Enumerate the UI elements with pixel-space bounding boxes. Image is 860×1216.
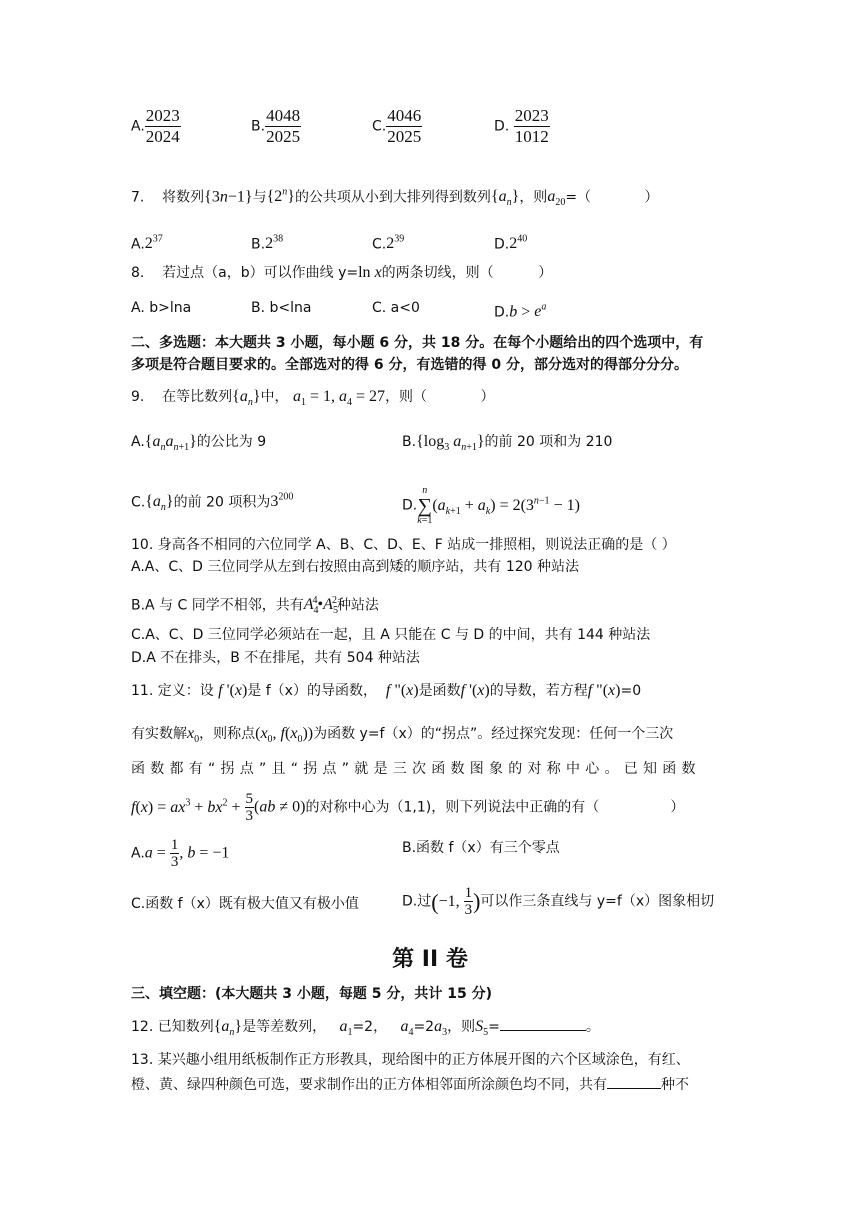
q7-option-a <box>131 230 163 254</box>
text: 是函数 <box>418 683 461 699</box>
option-label: B. <box>251 236 266 253</box>
section-2-line-1: 二、多选题：本大题共 3 小题，每小题 6 分，共 18 分。在每个小题给出的四个选项中，有 <box>131 335 704 351</box>
option-label: D. <box>494 304 510 321</box>
formula: f '(x) <box>218 682 248 699</box>
text: 是等差数列， <box>242 1019 327 1035</box>
formula: $2^{38}$ <box>265 234 284 253</box>
fraction <box>145 106 181 147</box>
q9-option-c <box>131 488 293 519</box>
q11-line-3: 函 数 都 有 “ 拐 点 ” 且 “ 拐 点 ” 就 是 三 次 函 数 图 象 的 对 称 中 心 。 已 知 函 数 <box>131 761 696 777</box>
q7-option-c <box>372 230 404 254</box>
question-number: 7. <box>131 189 145 206</box>
text: ，则（ <box>385 389 428 405</box>
q8-option-a: A. b>lna <box>131 300 192 316</box>
numerator: 2023 <box>514 106 549 125</box>
q8-option-b: B. b<lna <box>251 300 312 316</box>
option-label: C. <box>372 118 387 135</box>
fraction <box>265 106 301 147</box>
q8-option-d <box>494 298 546 322</box>
fraction: $\frac{1}{3}$ <box>464 885 473 918</box>
text: =2， <box>352 1019 388 1035</box>
q13-line-2 <box>131 1074 689 1095</box>
text: 的公共项从小到大排列得到数列 <box>294 189 491 206</box>
text: 中， <box>260 389 289 405</box>
q8-option-c: C. a<0 <box>372 300 420 316</box>
text: 12. 已知数列 <box>131 1019 214 1035</box>
formula: $2^{39}$ <box>386 234 405 253</box>
numerator: 4046 <box>387 106 422 125</box>
option-label: B. <box>251 118 266 135</box>
formula: b <box>509 303 518 321</box>
exponent: 37 <box>152 234 163 245</box>
text: ，则 <box>447 1019 476 1035</box>
q9-option-b <box>402 432 612 458</box>
formula: ) <box>473 888 481 914</box>
formula: $3^{200}$ <box>270 492 294 511</box>
q7-stem <box>131 183 658 214</box>
formula: $a_{20}$ <box>547 188 566 209</box>
exponent: 200 <box>278 492 294 503</box>
q11-line-4 <box>131 791 684 824</box>
formula: (ab ≠ 0) <box>254 798 306 816</box>
q11-option-c: C.函数 f（x）既有极大值又有极小值 <box>131 896 359 912</box>
question-number: 8. <box>131 265 145 281</box>
q11-option-b: B.函数 f（x）有三个零点 <box>402 840 560 856</box>
formula: $2^{37}$ <box>144 234 163 253</box>
text: 有实数解 <box>131 726 187 742</box>
part-2-title: 第 II 卷 <box>392 947 468 972</box>
formula: $\{a_n\}$ <box>213 1018 243 1039</box>
option-label: A. <box>131 236 145 253</box>
answer-blank[interactable] <box>500 1016 586 1031</box>
formula: > <box>517 303 535 321</box>
q7-option-d <box>494 230 527 254</box>
fraction: $\frac{5}{3}$ <box>245 791 254 824</box>
formula: {2$^n$} <box>266 187 295 206</box>
option-label: C. <box>131 494 146 511</box>
q10-option-b <box>131 591 379 622</box>
text: ） <box>670 799 685 816</box>
denominator: 2024 <box>145 127 180 146</box>
text: ，则称点 <box>199 726 256 742</box>
text: 种站法 <box>336 597 379 614</box>
text: =（ <box>565 189 592 206</box>
text: 。 <box>585 1019 600 1035</box>
text: =2 <box>413 1019 435 1035</box>
formula: $A_4^4•A_5^2$ <box>303 595 338 617</box>
denominator: 1012 <box>514 127 549 146</box>
q11-option-a <box>131 837 229 870</box>
question-number: 9. <box>131 389 145 405</box>
text: 的导数，若方程 <box>489 683 588 699</box>
formula: $\{a_n\}$ <box>145 493 174 514</box>
formula: f "(x) <box>587 682 621 699</box>
text: 是 f（x）的导函数， <box>247 683 377 699</box>
option-label: A. <box>131 118 145 135</box>
section-2-line-2: 多项是符合题目要求的。全部选对的得 6 分，有选错的得 0 分，部分选对的得部分分分。 <box>131 357 688 373</box>
formula: $x_0$ <box>187 725 200 746</box>
formula: $a_1$ <box>339 1018 353 1039</box>
formula: ($x_0$, $f(x_0)$) <box>255 725 314 746</box>
q11-line-2 <box>131 724 673 750</box>
text: 的对称中心为（1,1)，则下列说法中正确的有（ <box>305 799 600 816</box>
text: 为函数 y=f（x）的“拐点”。经过探究发现：任何一个三次 <box>313 726 674 742</box>
text: = <box>488 1019 500 1035</box>
q13-line-1: 13. 某兴趣小组用纸板制作正方形教具，现给图中的正方体展开图的六个区域涂色，有红、 <box>131 1052 690 1068</box>
text: ） <box>480 389 495 405</box>
option-label: D. <box>494 236 510 253</box>
formula: $\{a_na_{n+1}\}$ <box>144 433 197 454</box>
option-label: A. <box>131 845 145 862</box>
formula: {$\log_3$ $a_{n+1}$} <box>416 433 485 454</box>
denominator: 2025 <box>266 127 301 146</box>
text: 的前 20 项和为 210 <box>484 434 613 450</box>
option-label: D. <box>402 497 418 514</box>
q8-stem <box>131 263 552 283</box>
formula: , b = −1 <box>179 844 230 862</box>
text: 11. 定义：设 <box>131 683 214 699</box>
formula: f '(x) <box>460 682 490 699</box>
formula: $\{a_n\}$ <box>232 388 261 409</box>
text: 在等比数列 <box>162 389 233 405</box>
q11-line-1 <box>131 681 641 701</box>
formula: $a_3$ <box>434 1018 448 1039</box>
q6-option-c <box>372 106 422 147</box>
option-label: D.过 <box>402 893 432 910</box>
text: 可以作三条直线与 y=f（x）图象相切 <box>480 893 715 910</box>
text: 的前 20 项积为 <box>173 494 271 511</box>
option-label: D. <box>494 118 510 135</box>
option-label: B. <box>402 434 417 450</box>
text: 若过点（a，b）可以作曲线 y= <box>162 265 359 281</box>
q7-option-b <box>251 230 283 254</box>
formula: $a_1 = 1$, $a_4 = 27$ <box>293 388 386 409</box>
denominator: 2025 <box>387 127 422 146</box>
fraction: $\frac{1}{3}$ <box>170 837 179 870</box>
q9-stem <box>131 387 494 413</box>
text: 橙、黄、绿四种颜色可选，要求制作出的正方体相邻面所涂颜色均不同，共有 <box>131 1077 607 1093</box>
formula: $e^a$ <box>534 302 547 321</box>
formula: $\{a_n\}$ <box>490 188 520 209</box>
formula: $a_4$ <box>400 1018 414 1039</box>
text: =0 <box>620 683 642 699</box>
q10-stem: 10. 身高各不相同的六位同学 A、B、C、D、E、F 站成一排照相，则说法正确的是（ ） <box>131 537 676 553</box>
formula: ln x <box>358 264 382 281</box>
text: 的两条切线，则（ <box>381 265 494 281</box>
formula: n ∑ $k=1(a_{k+1} + a_k) = 2(3^{n-1} - 1)$ <box>417 485 580 526</box>
q12-stem <box>131 1016 600 1043</box>
fraction <box>386 106 422 147</box>
formula: $S_5$ <box>475 1018 489 1039</box>
formula: $2^{40}$ <box>509 234 528 253</box>
q6-option-b <box>251 106 301 147</box>
formula: {3n−1} <box>204 188 253 206</box>
q6-option-a <box>131 106 181 147</box>
text: ） <box>644 189 659 206</box>
text: ） <box>538 265 553 281</box>
q10-option-a: A.A、C、D 三位同学从左到右按照由高到矮的顺序站，共有 120 种站法 <box>131 559 579 575</box>
numerator: 4048 <box>266 106 301 125</box>
formula: = <box>152 844 170 862</box>
q9-option-a <box>131 432 266 458</box>
q9-option-d <box>402 486 580 526</box>
formula: a <box>144 844 153 862</box>
text: 与 <box>252 189 267 206</box>
q10-option-d: D.A 不在排头，B 不在排尾，共有 504 种站法 <box>131 650 420 666</box>
q10-option-c: C.A、C、D 三位同学必须站在一起，且 A 只能在 C 与 D 的中间，共有 144 种站法 <box>131 627 651 643</box>
answer-blank[interactable] <box>607 1074 661 1089</box>
text: ，则 <box>519 189 548 206</box>
option-label: A. <box>131 434 145 450</box>
text: B.A 与 C 同学不相邻，共有 <box>131 597 304 614</box>
text: 将数列 <box>162 189 205 206</box>
text: 种不 <box>661 1077 689 1093</box>
formula: f "(x) <box>385 682 419 699</box>
option-label: C. <box>372 236 387 253</box>
numerator: 2023 <box>145 106 180 125</box>
exponent: 39 <box>394 234 405 245</box>
section-3-heading: 三、填空题：(本大题共 3 小题，每题 5 分，共计 15 分) <box>131 986 493 1002</box>
q6-option-d <box>494 106 550 147</box>
formula: $f(x) = ax^3 + bx^2$ + <box>131 797 245 816</box>
exponent: 40 <box>517 234 528 245</box>
fraction <box>514 106 550 147</box>
formula: (−1, <box>431 888 464 914</box>
text: 的公比为 9 <box>196 434 267 450</box>
exponent: 38 <box>273 234 284 245</box>
q11-option-d <box>402 885 714 918</box>
